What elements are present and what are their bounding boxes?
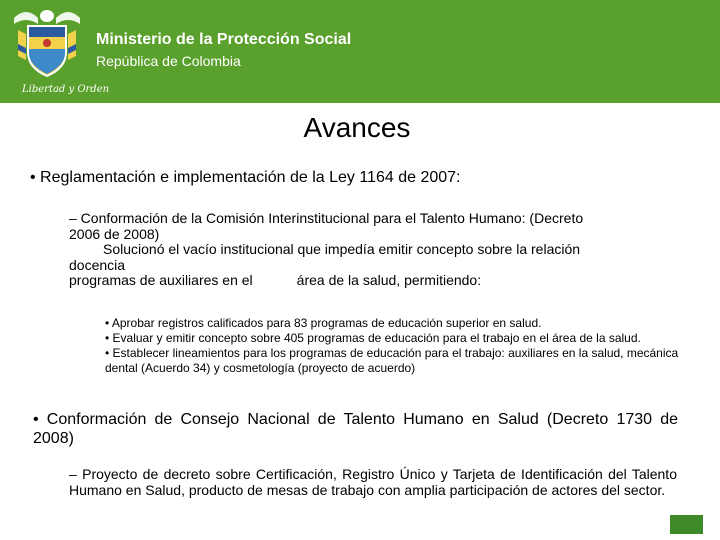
sub-point-line-split xyxy=(69,273,679,289)
sub-point-line: Solucionó el vacío institucional que impedía emitir concepto sobre la relación xyxy=(103,241,581,257)
list-item: • Evaluar y emitir concepto sobre 405 programas de educación para el trabajo en el área de la salud. xyxy=(105,331,641,345)
sub-point-line: – Conformación de la Comisión Interinstitucional para el Talento Humano: (Decreto xyxy=(69,210,584,226)
list-item: • Establecer lineamientos para los programas de educación para el trabajo: auxiliares en la salud, mecánica dental (Acuerdo 34) y cosmetología (proyecto de acuerdo) xyxy=(105,346,679,375)
motto-text: Libertad y Orden xyxy=(22,84,110,95)
organization-name: Ministerio de la Protección Social xyxy=(96,31,352,48)
slide-title: Avances xyxy=(303,112,411,143)
sub-point-line-part: área de la salud, permitiendo: xyxy=(296,272,482,288)
colombia-coat-of-arms-icon xyxy=(8,4,86,84)
bullet-consejo-nacional: • Conformación de Consejo Nacional de Talento Humano en Salud (Decreto 1730 de 2008) xyxy=(33,411,678,447)
permits-list xyxy=(105,316,680,376)
organization-subtitle: República de Colombia xyxy=(96,53,241,69)
coat-of-arms-logo xyxy=(8,4,110,96)
header-bar xyxy=(0,0,720,103)
bullet-ley-1164: • Reglamentación e implementación de la Ley 1164 de 2007: xyxy=(30,169,461,186)
sub-point-comision xyxy=(69,211,679,289)
sub-point-proyecto-decreto: – Proyecto de decreto sobre Certificación, Registro Único y Tarjeta de Identificación del Talento Humano en Salud, producto de mesas de trabajo con amplia participación de actores del sector. xyxy=(69,466,677,498)
list-item: • Aprobar registros calificados para 83 programas de educación superior en salud. xyxy=(105,316,542,330)
sub-point-line-part: programas de auxiliares en el xyxy=(69,272,253,288)
sub-point-line: 2006 de 2008) xyxy=(69,225,160,242)
sub-point-line: docencia xyxy=(69,256,126,273)
slide-corner-mark xyxy=(670,515,703,534)
